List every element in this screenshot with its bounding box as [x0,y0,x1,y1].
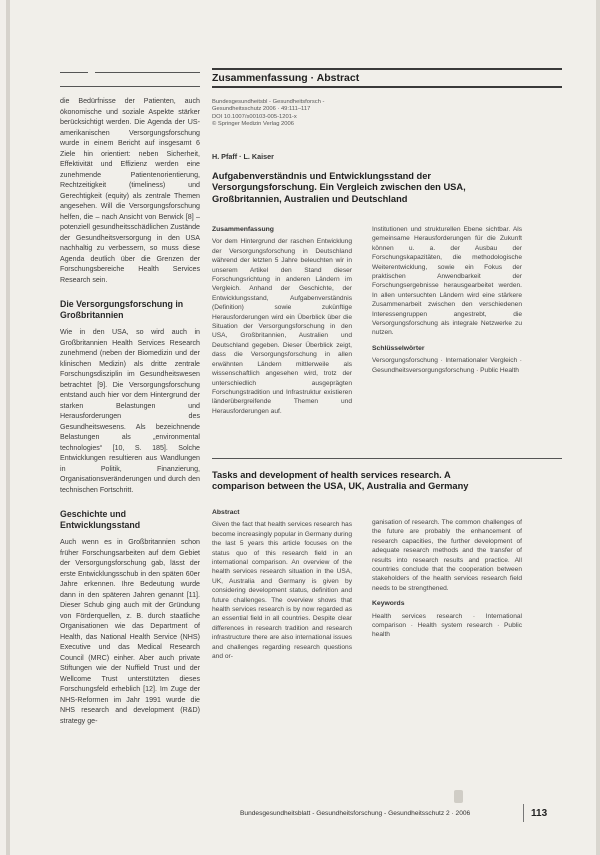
german-keywords-heading: Schlüsselwörter [372,344,425,352]
section-title: Zusammenfassung · Abstract [212,72,360,84]
left-rule-bottom [60,86,200,87]
english-abstract-right [372,518,522,646]
authors: H. Pfaff · L. Kaiser [212,152,274,161]
heading-uk: Die Versorgungsforschung in Großbritannien [60,299,184,320]
citation-block [212,99,412,129]
copyright-line: © Springer Medizin Verlag 2006 [212,121,294,128]
citation-line: Gesundheitsschutz 2006 · 49:111–117 [212,106,311,113]
header-rule-top [212,68,562,70]
footer-separator [523,804,524,822]
english-title: Tasks and development of health services research. A comparison between the USA, UK, Australia and Germany [212,470,469,492]
heading-history: Geschichte und Entwicklungsstand [60,509,141,530]
page-number: 113 [531,808,548,819]
doi-line: DOI 10.1007/s00103-005-1201-x [212,113,297,120]
scan-mark [454,790,463,803]
english-keywords-heading: Keywords [372,600,405,608]
german-keywords: Versorgungsforschung · Internationaler Vergleich · Gesundheitsversorgungsforschung · Public Health [372,357,522,374]
left-rule-short [60,72,88,73]
page-edge-left [6,0,10,855]
left-column [60,96,200,734]
left-paragraph-2: Wie in den USA, so wird auch in Großbritannien Health Services Research zunehmend (neben der Biomedizin und der klinischen Medizin) als dritte zentrale Forschungsdisziplin im Gesundheitswesen betrachtet [9]. Die Versorgungsforschung entstand auch hier vor dem Hintergrund der starken Belastungen und Herausforderungen des Gesundheitswesens. Als bezeichnende Belastungen als „environmental technologies“ [10, S. 185]. Solche Entwicklungen resultieren aus Wandlungen in Politik, Finanzierung, Organisationsveränderungen und durch den technischen Fortschritt. [60,328,200,494]
german-abstract-left [212,225,352,422]
english-keywords: Health services research · International comparison · Health system research · Public health [372,612,522,639]
english-abstract-text: Given the fact that health services research has become increasingly popular in Germany during the last 5 years this article focuses on the status quo of this research field in an international comparison. An overview of the health services research situation in the USA, UK, Australia and Germany is given by considering development status, definition and future challenges. The overview shows that health services research is by now regarded as an essential field in all countries. Despite clear differences in research tradition and research infrastructure there are also international issues and challenges regarding research questions and or- [212,521,353,661]
left-rule-top [95,72,200,73]
citation-line: Bundesgesundheitsbl - Gesundheitsforsch - [212,99,325,105]
english-abstract-heading: Abstract [212,509,240,516]
left-paragraph-3: Auch wenn es in Großbritannien schon früher Forschungsarbeiten auf dem Gebiet der Versorgungsforschung gab, lässt der erste Entwicklungsschub in den späten 60er Jahre erkennen. Ihre Bedeutung wurde dann in den späteren Jahren genannt [11]. Dieser Schub ging auch mit der Gründung von Förderquellen, z. B. durch staatliche Organisationen wie das Department of Health, das National Health Service (NHS) Executive und das Medical Research Council (MRC) einher. Aber auch private Stiftungen wie der Nuffield Trust und der Wellcome Trust unterstützten dieses Forschungsfeld erheblich [12]. Im Zuge der NHS-Reformen im Jahr 1991 wurde die NHS research and development (R&D) strategy ge- [60,538,200,725]
header-rule-bottom [212,86,562,88]
page-edge-right [596,0,600,855]
german-abstract-right [372,225,522,381]
abstract-divider [212,458,562,459]
german-title: Aufgabenverständnis und Entwicklungsstand der Versorgungsforschung. Ein Vergleich zwischen den USA, Großbritannien, Australien und Deutschland [212,171,466,204]
german-abstract-text: Vor dem Hintergrund der raschen Entwicklung der Versorgungsforschung in Deutschland während der letzten 5 Jahre beleuchten wir in unserem Artikel den Stand dieser Forschungsrichtung in anderen Ländern im Vergleich. Anhand der Geschichte, der Entwicklungsstand, Aufgabenverständnis (Definition) sowie zukünftige Herausforderungen wird ein Überblick über die Situation der Versorgungsforschung in den USA, Großbritannien, Australien und Deutschland gegeben. Dieser Überblick zeigt, dass die Versorgungsforschung in allen erwähnten Ländern mittlerweile als wissenschaftlich angesehen wird, trotz der unterschiedlich ausgeprägten Forschungstradition und Infrastruktur existieren länderübergreifende Themen und Herausforderungen auf. [212,238,352,415]
english-abstract-text-continued: ganisation of research. The common challenges of the future are probably the enhancement of research capacities, the further development of adequate research methods and the transfer of results into research results and practice. All countries conclude that the cooperation between stakeholders of the health services research field needs to be strengthened. [372,519,522,592]
german-abstract-heading: Zusammenfassung [212,226,274,233]
german-abstract-text-continued: Institutionen und strukturellen Ebene sichtbar. Als gemeinsame Herausforderungen für die Zukunft können u. a. der Ausbau der Forschungskapazitäten, die methodologische Weiterentwicklung, sowie ein Fokus der praktischen Anwendbarkeit der Forschungsergebnisse herausgearbeitet werden. In allen untersuchten Ländern wird eine stärkere Zusammenarbeit zwischen den verschiedenen Interessengruppen angestrebt, die Versorgungsforschung als integrale Netzwerke zu nutzen. [372,226,522,337]
left-paragraph-1: die Bedürfnisse der Patienten, auch ökonomische und soziale Aspekte stärker berücksichtigt werden. Die Agenda der US-amerikanischen Versorgungsforschung wurde in einem Bericht auf insgesamt 6 Ziele hin orientiert: neben Sicherheit, Effektivität und Effizienz werden eine zunehmende Patientenorientierung, Rechtzeitigkeit (timeliness) und Gerechtigkeit (equity) als zentrale Themen angesehen. Will die Versorgungsforschung helfen, die – nach Ansicht von Berwick [8] – potenziell gesundheitsschädlichen Zustände der Gesundheitsversorgung in den USA nachhaltig zu verbessern, so muss diese Agenda deutlich über die Grenzen der Forschungsbereiche Health Services Research sein. [60,97,200,284]
english-abstract-left [212,508,352,668]
journal-footer: Bundesgesundheitsblatt - Gesundheitsforschung - Gesundheitsschutz 2 · 2006 [240,810,471,817]
